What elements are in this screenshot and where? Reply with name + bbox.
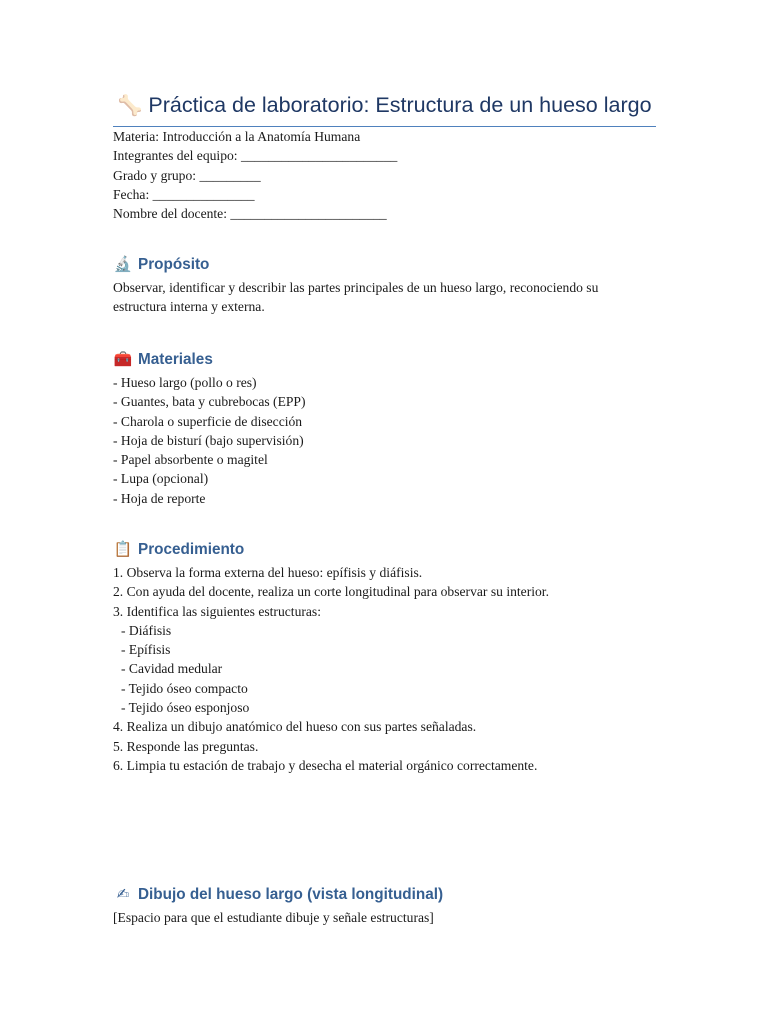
title-block: [113, 88, 656, 127]
field-docente: Nombre del docente: _______________________: [113, 206, 387, 222]
clipboard-icon: 📋: [113, 541, 133, 558]
list-item: - Hoja de bisturí (bajo supervisión): [113, 432, 304, 448]
proposito-heading: [113, 254, 656, 276]
section-procedimiento: [113, 539, 656, 775]
list-item: 2. Con ayuda del docente, realiza un corte longitudinal para observar su interior.: [113, 584, 549, 600]
section-dibujo: [113, 884, 656, 927]
field-materia: Materia: Introducción a la Anatomía Humana: [113, 129, 361, 144]
proposito-text: Observar, identificar y describir las partes principales de un hueso largo, reconociendo su estructura interna y externa.: [113, 280, 599, 315]
list-item: 4. Realiza un dibujo anatómico del hueso con sus partes señaladas.: [113, 719, 477, 735]
dibujo-placeholder-text: [Espacio para que el estudiante dibuje y señale estructuras]: [113, 910, 434, 925]
procedimiento-list: [113, 563, 656, 775]
list-item: 5. Responde las preguntas.: [113, 738, 259, 754]
list-item: - Lupa (opcional): [113, 471, 209, 487]
header-fields: [113, 127, 656, 223]
field-grado-grupo: Grado y grupo: _________: [113, 167, 261, 183]
section-proposito: [113, 254, 656, 317]
microscope-icon: 🔬: [113, 256, 133, 273]
materiales-heading-text: Materiales: [138, 351, 213, 368]
toolbox-icon: 🧰: [113, 351, 133, 368]
list-item: - Tejido óseo esponjoso: [121, 700, 250, 716]
dibujo-heading: [113, 884, 656, 906]
writing-hand-icon: ✍: [116, 886, 130, 903]
list-item: 3. Identifica las siguientes estructuras:: [113, 603, 321, 619]
list-item: - Hueso largo (pollo o res): [113, 375, 257, 390]
document-title: [117, 88, 651, 123]
list-item: - Epífisis: [121, 642, 171, 658]
list-item: - Hoja de reporte: [113, 490, 206, 506]
list-item: 1. Observa la forma externa del hueso: epífisis y diáfisis.: [113, 565, 423, 580]
list-item: - Cavidad medular: [121, 661, 223, 677]
section-materiales: [113, 349, 656, 508]
field-fecha: Fecha: _______________: [113, 186, 255, 202]
document-title-text: Práctica de laboratorio: Estructura de un hueso largo: [148, 93, 652, 117]
procedimiento-heading: [113, 539, 656, 561]
list-item: - Charola o superficie de disección: [113, 413, 303, 429]
proposito-heading-text: Propósito: [138, 256, 210, 273]
field-integrantes: Integrantes del equipo: _______________________: [113, 148, 398, 164]
list-item: - Tejido óseo compacto: [121, 680, 248, 696]
materiales-list: [113, 373, 656, 508]
list-item: - Papel absorbente o magitel: [113, 452, 268, 468]
materiales-heading: [113, 349, 656, 371]
list-item: - Guantes, bata y cubrebocas (EPP): [113, 394, 306, 410]
bone-icon: 🦴: [117, 95, 143, 117]
procedimiento-heading-text: Procedimiento: [138, 541, 245, 558]
dibujo-heading-text: Dibujo del hueso largo (vista longitudinal): [138, 886, 444, 903]
list-item: - Diáfisis: [121, 622, 172, 638]
list-item: 6. Limpia tu estación de trabajo y desecha el material orgánico correctamente.: [113, 757, 538, 773]
